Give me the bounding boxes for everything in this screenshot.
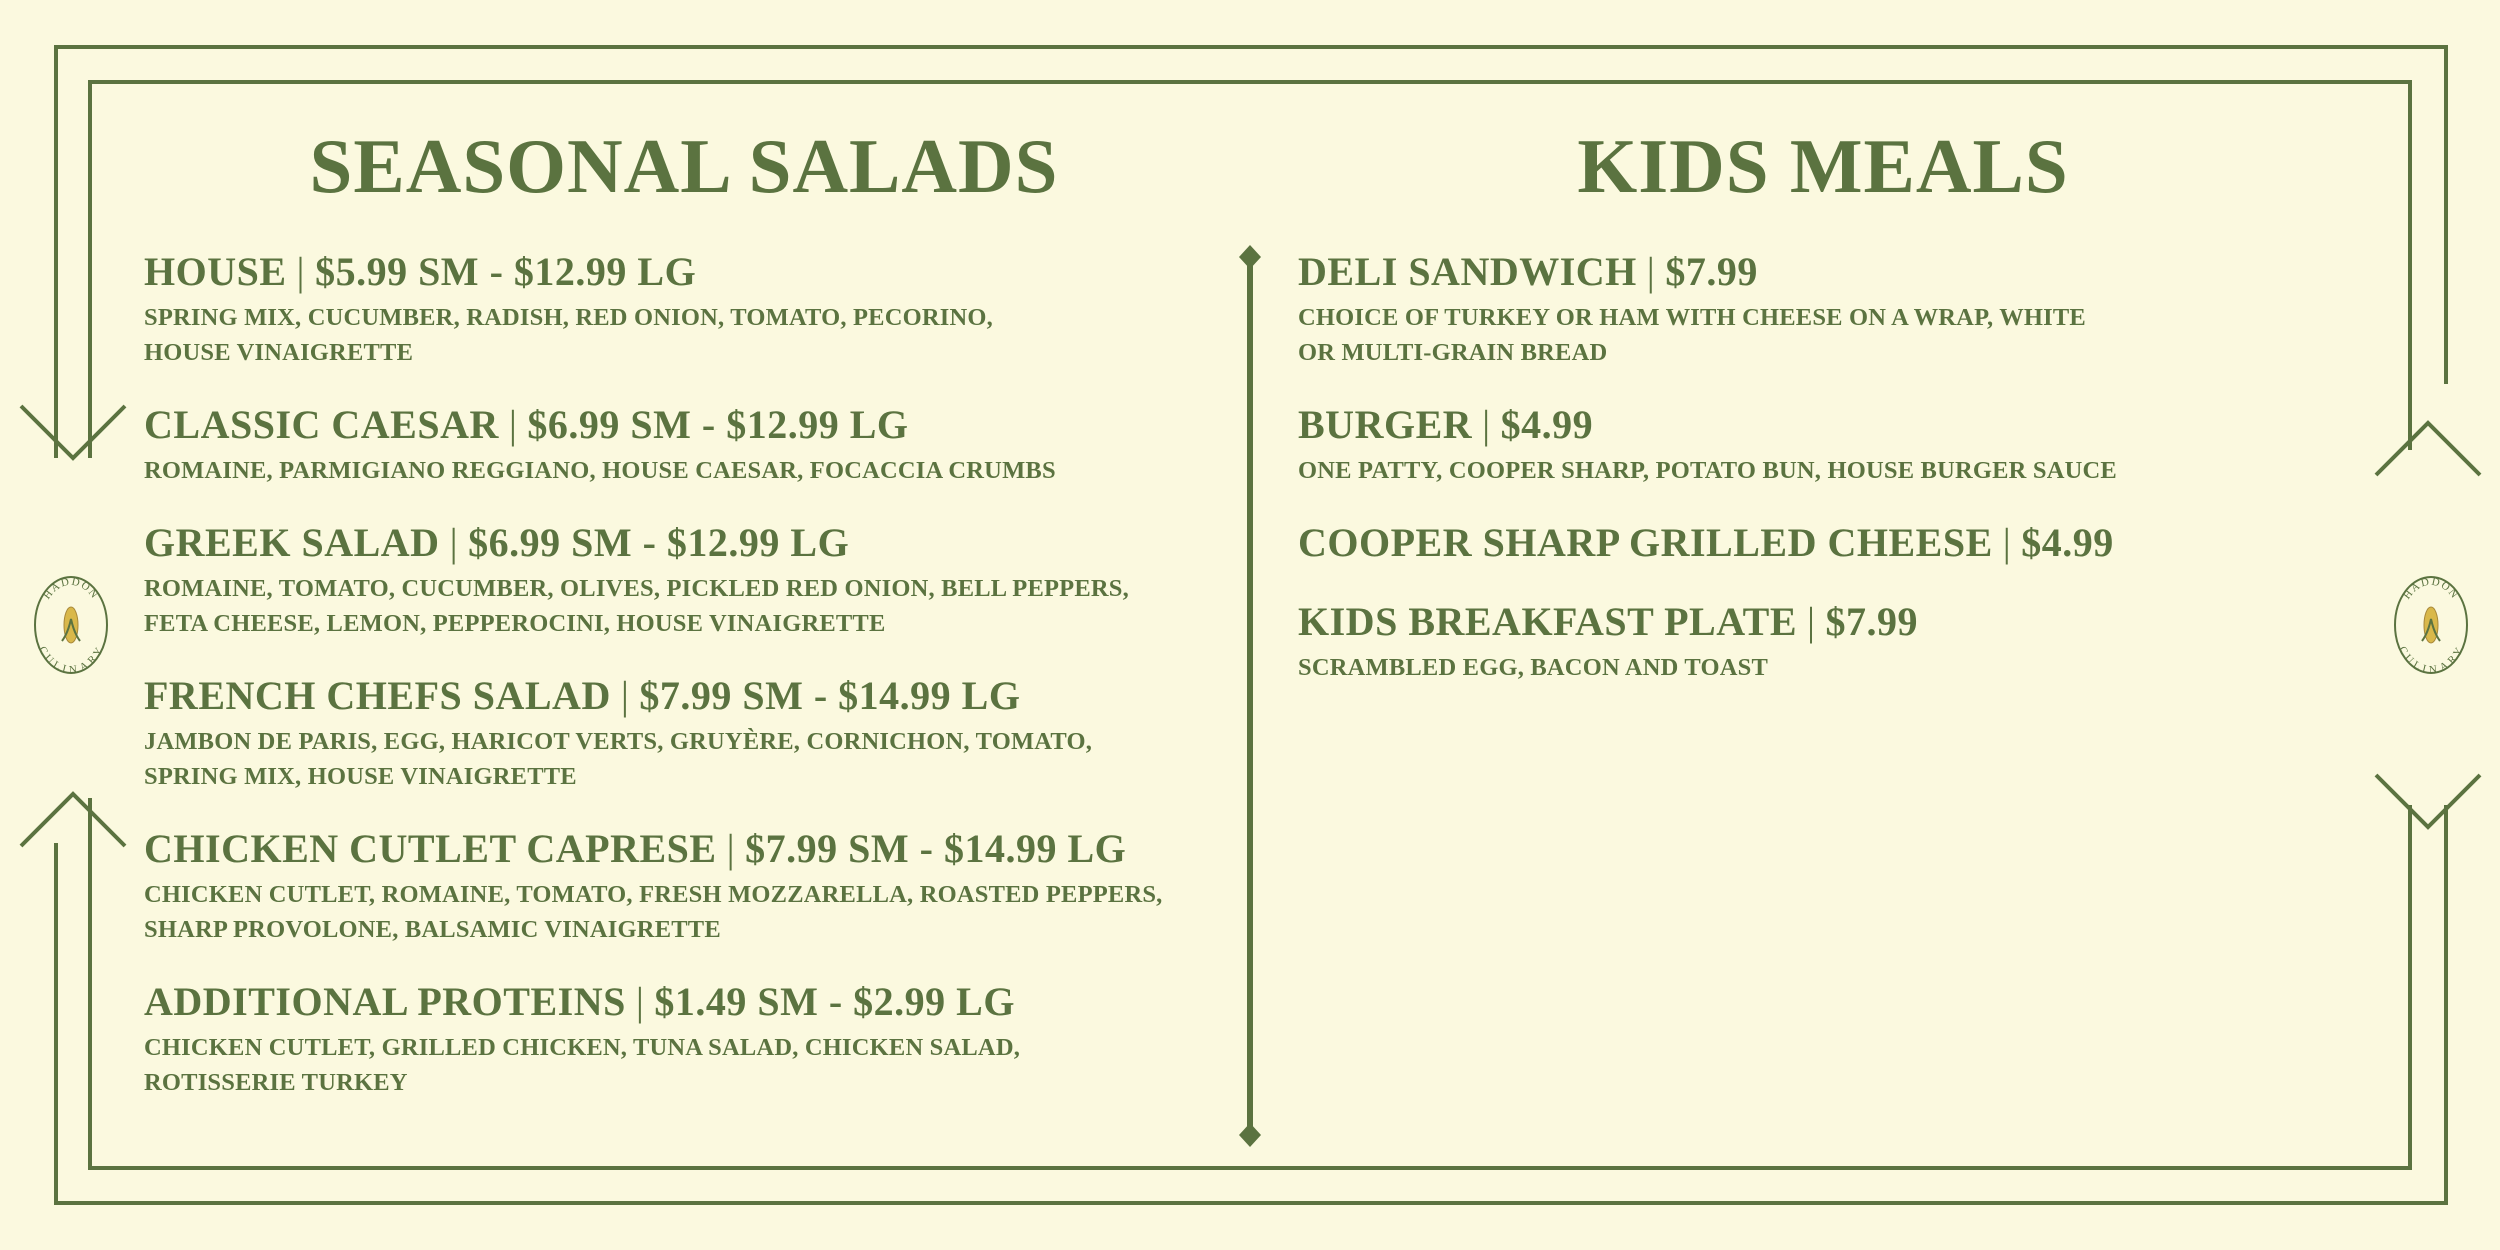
desc-line: CHOICE OF TURKEY OR HAM WITH CHEESE ON A WRAP, WHITE [1298, 304, 2086, 331]
desc-line: JAMBON DE PARIS, EGG, HARICOT VERTS, GRUYÈRE, CORNICHON, TOMATO, [144, 728, 1093, 755]
item-description [1298, 453, 2348, 488]
corn-logo-icon [2392, 575, 2470, 675]
desc-line: ROTISSERIE TURKEY [144, 1069, 408, 1096]
item-description [144, 571, 1224, 641]
desc-line: SPRING MIX, CUCUMBER, RADISH, RED ONION, TOMATO, PECORINO, [144, 304, 993, 331]
item-price: $4.99 [2021, 520, 2114, 565]
desc-line: ROMAINE, PARMIGIANO REGGIANO, HOUSE CAESAR, FOCACCIA CRUMBS [144, 457, 1056, 484]
item-description [144, 300, 1224, 370]
item-name: DELI SANDWICH [1298, 249, 1637, 294]
desc-line: OR MULTI-GRAIN BREAD [1298, 339, 1608, 366]
menu-items [144, 248, 1224, 1131]
desc-line: HOUSE VINAIGRETTE [144, 339, 414, 366]
desc-line: SCRAMBLED EGG, BACON AND TOAST [1298, 654, 1769, 681]
logo-text-bottom: CULINARY [2395, 644, 2467, 675]
menu-item-heading [1298, 248, 2348, 296]
menu-item [1298, 598, 2348, 685]
item-price: $7.99 [1665, 249, 1758, 294]
menu-item [1298, 519, 2348, 567]
desc-line: SPRING MIX, HOUSE VINAIGRETTE [144, 763, 577, 790]
menu-item [144, 519, 1224, 641]
item-name: KIDS BREAKFAST PLATE [1298, 599, 1798, 644]
divider-top-diamond [1239, 245, 1261, 269]
separator: | [726, 826, 736, 871]
item-price: $6.99 SM - $12.99 LG [468, 520, 850, 565]
item-name: CHICKEN CUTLET CAPRESE [144, 826, 717, 871]
item-price: $4.99 [1500, 402, 1594, 447]
menu-item [1298, 401, 2348, 488]
item-name: FRENCH CHEFS SALAD [144, 673, 611, 718]
logo-text-top: HADDON [40, 575, 102, 602]
separator: | [1646, 249, 1656, 294]
menu-item [144, 978, 1224, 1100]
logo-text-top: HADDON [2400, 575, 2462, 602]
desc-line: FETA CHEESE, LEMON, PEPPEROCINI, HOUSE VINAIGRETTE [144, 610, 886, 637]
section-title: KIDS MEALS [1577, 123, 2069, 209]
desc-line: ONE PATTY, COOPER SHARP, POTATO BUN, HOUSE BURGER SAUCE [1298, 457, 2117, 484]
separator: | [635, 979, 645, 1024]
logo-text-bottom: CULINARY [35, 644, 107, 675]
item-description [144, 453, 1224, 488]
left-up-arrow [21, 794, 125, 846]
item-price: $6.99 SM - $12.99 LG [527, 402, 909, 447]
item-name: ADDITIONAL PROTEINS [144, 979, 626, 1024]
item-description [1298, 300, 2348, 370]
menu-item-heading [1298, 519, 2348, 567]
logo-right [2392, 575, 2470, 675]
desc-line: CHICKEN CUTLET, ROMAINE, TOMATO, FRESH MOZZARELLA, ROASTED PEPPERS, [144, 881, 1163, 908]
divider-bottom-diamond [1239, 1123, 1261, 1147]
item-name: CLASSIC CAESAR [144, 402, 499, 447]
item-price: $7.99 [1825, 599, 1919, 644]
separator: | [1482, 402, 1491, 447]
left-down-arrow [21, 406, 125, 458]
logo-left [32, 575, 110, 675]
menu-item-heading [144, 978, 1224, 1026]
menu-item [144, 825, 1224, 947]
item-price: $1.49 SM - $2.99 LG [654, 979, 1015, 1024]
right-up-arrow [2376, 423, 2480, 475]
menu-item-heading [144, 401, 1224, 449]
desc-line: SHARP PROVOLONE, BALSAMIC VINAIGRETTE [144, 916, 721, 943]
menu-item-heading [144, 519, 1224, 567]
desc-line: CHICKEN CUTLET, GRILLED CHICKEN, TUNA SALAD, CHICKEN SALAD, [144, 1034, 1021, 1061]
item-name: GREEK SALAD [144, 520, 440, 565]
item-price: $7.99 SM - $14.99 LG [745, 826, 1127, 871]
menu-item-heading [144, 825, 1224, 873]
menu-item [144, 672, 1224, 794]
item-description [144, 724, 1224, 794]
separator: | [508, 402, 518, 447]
separator: | [620, 673, 630, 718]
separator: | [449, 520, 459, 565]
desc-line: ROMAINE, TOMATO, CUCUMBER, OLIVES, PICKLED RED ONION, BELL PEPPERS, [144, 575, 1129, 602]
item-name: COOPER SHARP GRILLED CHEESE [1298, 520, 1993, 565]
separator: | [1807, 599, 1816, 644]
menu-item-heading [1298, 598, 2348, 646]
item-name: HOUSE [144, 249, 287, 294]
menu-item-heading [1298, 401, 2348, 449]
menu-item [144, 401, 1224, 488]
section-title: SEASONAL SALADS [309, 123, 1059, 209]
right-down-arrow [2376, 775, 2480, 827]
separator: | [2002, 520, 2012, 565]
menu-item [1298, 248, 2348, 370]
item-description [144, 1030, 1224, 1100]
separator: | [296, 249, 306, 294]
item-description [144, 877, 1224, 947]
menu-item-heading [144, 248, 1224, 296]
item-price: $7.99 SM - $14.99 LG [639, 673, 1021, 718]
item-name: BURGER [1298, 402, 1473, 447]
menu-item-heading [144, 672, 1224, 720]
corn-logo-icon [32, 575, 110, 675]
menu-items [1298, 248, 2348, 716]
menu-item [144, 248, 1224, 370]
item-price: $5.99 SM - $12.99 LG [315, 249, 697, 294]
item-description [1298, 650, 2348, 685]
